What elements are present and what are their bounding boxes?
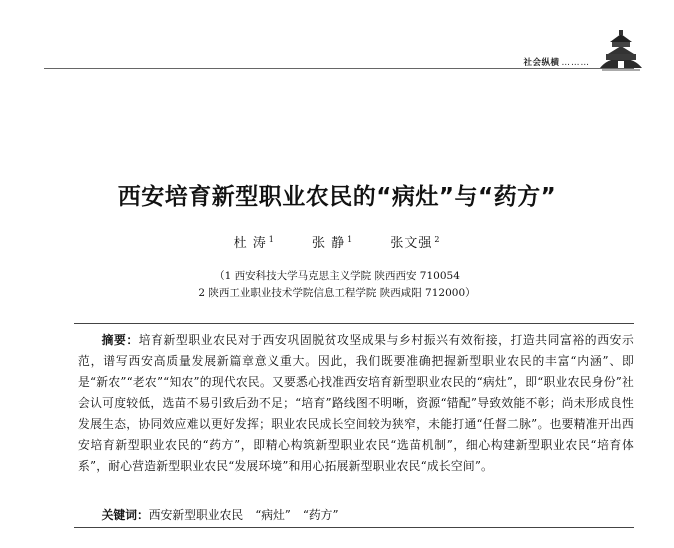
article-title: 西安培育新型职业农民的“病灶”与“药方” [117, 184, 557, 210]
author-name: 杜 涛 [233, 236, 267, 251]
affiliation-line: 2 陕西工业职业技术学院信息工程学院 陕西咸阳 712000） [198, 287, 476, 299]
keyword: “药方” [302, 508, 339, 522]
author-name: 张文强 [390, 236, 433, 251]
section-dots: ……… [561, 58, 590, 68]
author [234, 232, 275, 251]
header-rule [44, 68, 634, 69]
abstract [78, 330, 634, 477]
abstract-bottom-rule [74, 527, 634, 528]
abstract-text: 培育新型职业农民对于西安巩固脱贫攻坚成果与乡村振兴有效衔接，打造共同富裕的西安示范，谱写西安高质量发展新篇章意义重大。因此，我们既要准确把握新型职业农民的丰富“内涵”、即是“新农”“老农”“知农”的现代农民。又要悉心找准西安培育新型职业农民的“病灶”，即“职业农民身份”社会认可度较低，选苗不易引致后劲不足；“培育”路线图不明晰，资源“错配”导致效能不彰；尚未形成良性发展生态，协同效应难以更好发挥；职业农民成长空间较为狭窄，未能打通“任督二脉”。也要精准开出西安培育新型职业农民的“药方”，即精心构筑新型职业农民“选苗机制”，细心构建新型职业农民“培育体系”，耐心营造新型职业农民“发展环境”和用心拓展新型职业农民“成长空间”。 [78, 333, 634, 473]
affiliations [0, 268, 674, 302]
keyword: 西安新型职业农民 [148, 508, 244, 522]
section-label [523, 56, 590, 68]
keywords [78, 506, 634, 523]
author-affiliation-mark: 1 [268, 234, 275, 244]
author-name: 张 静 [311, 236, 346, 251]
author-affiliation-mark: 1 [347, 234, 354, 244]
keywords-label: 关键词： [101, 508, 149, 522]
section-name: 社会纵横 [523, 58, 560, 68]
author [312, 232, 353, 251]
affiliation-line: （1 西安科技大学马克思主义学院 陕西西安 710054 [214, 270, 460, 282]
abstract-top-rule [74, 323, 634, 324]
author-list [0, 232, 674, 251]
author [390, 232, 440, 251]
keyword: “病灶” [255, 508, 291, 522]
abstract-label: 摘要： [101, 333, 139, 347]
author-affiliation-mark: 2 [434, 234, 441, 244]
city-gate-logo-icon [598, 28, 644, 72]
